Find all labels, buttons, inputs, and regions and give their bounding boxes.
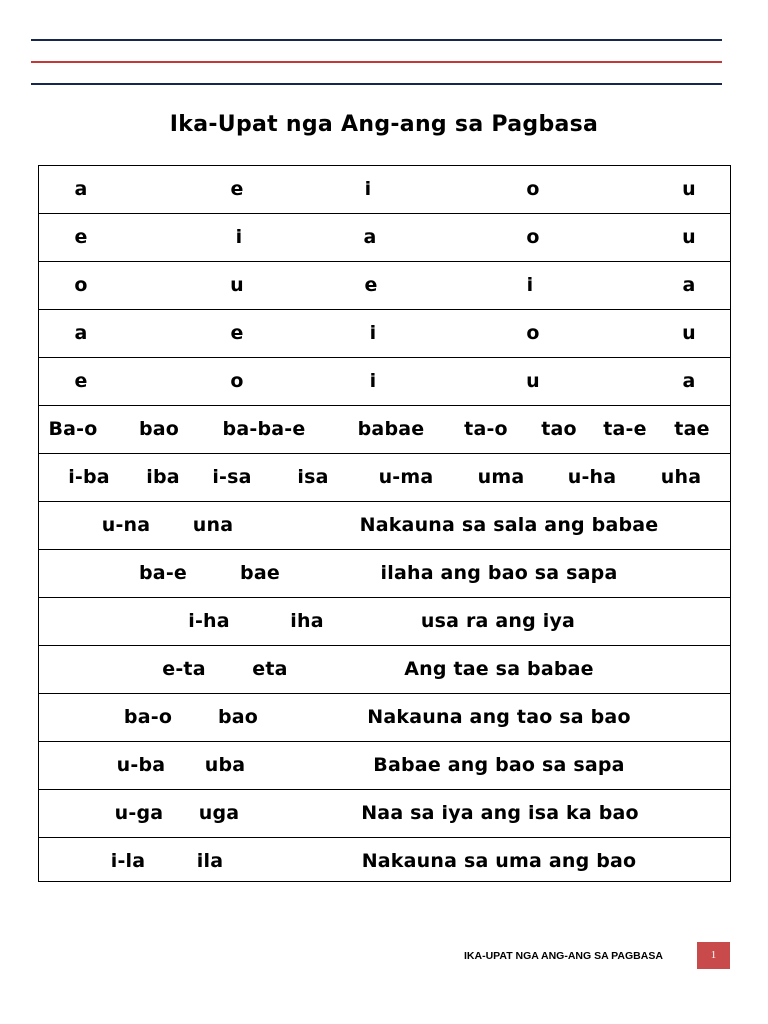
table-row [39, 502, 730, 550]
table-cell: u-ba [116, 754, 166, 776]
header-rule-bottom [31, 83, 722, 85]
table-cell: iha [290, 610, 324, 632]
table-cell: bao [217, 706, 259, 728]
header-rule-top [31, 39, 722, 41]
table-cell: ila [196, 850, 224, 872]
reading-table [38, 165, 731, 882]
table-cell: u-ha [567, 466, 617, 488]
table-row [39, 790, 730, 838]
table-cell: bao [138, 418, 180, 440]
table-cell: a [682, 274, 696, 296]
table-row [39, 454, 730, 502]
table-cell: o [74, 274, 88, 296]
footer-running-title: IKA-UPAT NGA ANG-ANG SA PAGBASA [464, 950, 663, 962]
table-row [39, 214, 730, 262]
table-row [39, 646, 730, 694]
table-cell: a [74, 322, 88, 344]
table-cell: o [230, 370, 244, 392]
table-cell: e [364, 274, 378, 296]
page-number-badge: 1 [697, 942, 730, 969]
table-row [39, 694, 730, 742]
table-cell: babae [357, 418, 425, 440]
table-row [39, 550, 730, 598]
table-cell: tao [541, 418, 577, 440]
table-cell: o [526, 178, 540, 200]
table-row [39, 406, 730, 454]
table-cell: o [526, 322, 540, 344]
table-cell: Naa sa iya ang isa ka bao [361, 802, 639, 824]
table-cell: u [230, 274, 244, 296]
table-row [39, 166, 730, 214]
table-cell: e [74, 370, 88, 392]
table-cell: ba-o [123, 706, 173, 728]
table-cell: uma [477, 466, 525, 488]
table-cell: ilaha ang bao sa sapa [380, 562, 618, 584]
table-row [39, 598, 730, 646]
table-cell: a [74, 178, 88, 200]
table-cell: bae [240, 562, 280, 584]
table-cell: u [526, 370, 540, 392]
table-cell: i [364, 178, 372, 200]
table-cell: uga [198, 802, 240, 824]
table-cell: i [526, 274, 534, 296]
table-cell: i [235, 226, 243, 248]
table-cell: i-ha [188, 610, 230, 632]
table-cell: u-ma [378, 466, 434, 488]
table-cell: una [192, 514, 234, 536]
table-cell: tae [674, 418, 710, 440]
table-cell: Nakauna sa sala ang babae [359, 514, 659, 536]
page-title: Ika-Upat nga Ang-ang sa Pagbasa [169, 112, 599, 137]
table-row [39, 742, 730, 790]
table-cell: u-na [101, 514, 151, 536]
table-cell: i-la [110, 850, 146, 872]
table-cell: u-ga [114, 802, 164, 824]
table-cell: i-sa [212, 466, 252, 488]
table-cell: Babae ang bao sa sapa [373, 754, 625, 776]
table-cell: u [682, 226, 696, 248]
table-row [39, 358, 730, 406]
table-cell: o [526, 226, 540, 248]
table-cell: ta-o [464, 418, 508, 440]
table-cell: e [230, 178, 244, 200]
table-row [39, 262, 730, 310]
table-cell: u [682, 178, 696, 200]
table-cell: ba-e [139, 562, 187, 584]
table-cell: uba [204, 754, 246, 776]
table-cell: isa [297, 466, 329, 488]
table-cell: u [682, 322, 696, 344]
table-cell: e [230, 322, 244, 344]
table-cell: iba [146, 466, 180, 488]
table-cell: Nakauna sa uma ang bao [361, 850, 637, 872]
table-cell: eta [252, 658, 288, 680]
table-cell: uha [660, 466, 702, 488]
table-cell: Ba-o [48, 418, 98, 440]
table-cell: Nakauna ang tao sa bao [367, 706, 631, 728]
table-cell: i [369, 322, 377, 344]
table-cell: a [682, 370, 696, 392]
table-cell: i-ba [68, 466, 110, 488]
table-cell: Ang tae sa babae [404, 658, 594, 680]
table-cell: a [363, 226, 377, 248]
table-cell: e [74, 226, 88, 248]
table-cell: ba-ba-e [222, 418, 306, 440]
table-cell: i [369, 370, 377, 392]
table-cell: ta-e [603, 418, 647, 440]
header-rule-red [31, 61, 722, 63]
table-row [39, 310, 730, 358]
table-cell: e-ta [162, 658, 206, 680]
table-cell: usa ra ang iya [420, 610, 576, 632]
table-row [39, 838, 730, 885]
